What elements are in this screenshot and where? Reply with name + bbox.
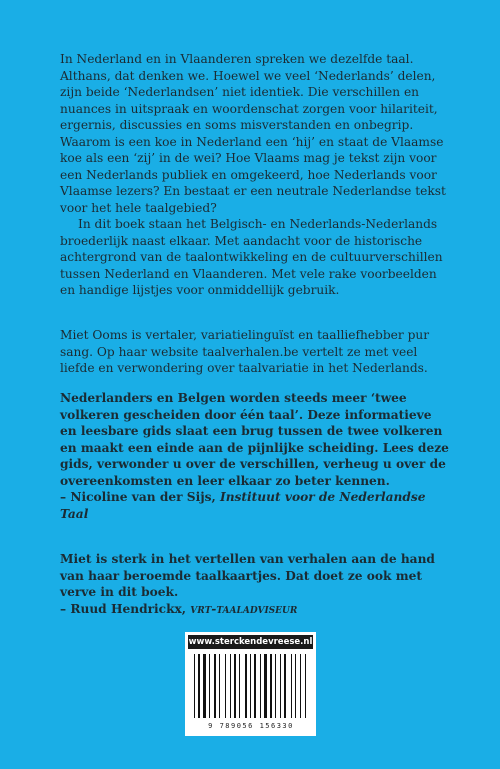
endorsement-1-affiliation: Instituut voor de Nederlandse Taal (60, 490, 426, 521)
endorsement-1-attribution (60, 489, 452, 522)
blurb-text (60, 51, 452, 299)
isbn-digits: 9 789056 156330 (208, 722, 294, 730)
endorsement-1-author: – Nicoline van der Sijs, (60, 490, 220, 504)
intro-paragraph-2: In dit boek staan het Belgisch- en Nederlands-Nederlands broederlijk naast elkaar. Met aandacht voor de historische achtergrond van de taalontwikkeling en de cultuurverschillen tussen Nederland en Vlaanderen. Met vele rake voorbeelden en handige lijstjes voor onmiddellijk gebruik. (60, 217, 443, 297)
endorsement-2-attribution (60, 601, 452, 618)
endorsement-2-affiliation: vrt-taaladviseur (190, 601, 298, 616)
author-bio (60, 327, 452, 377)
publisher-url: www.sterckendevreese.nl (188, 637, 313, 647)
intro-paragraph-1: In Nederland en in Vlaanderen spreken we dezelfde taal. Althans, dat denken we. Hoewel we veel ‘Nederlands’ delen, zijn beide ‘Nederlandsen’ niet identiek. Die verschillen en nuances in uitspraak en woordenschat zorgen voor hilariteit, ergernis, discussies en soms misverstanden en onbegrip. Waarom is een koe in Nederland een ‘hij’ en staat de Vlaamse koe als een ‘zij’ in de wei? Hoe Vlaams mag je tekst zijn voor een Nederlands publiek en omgekeerd, hoe Nederlands voor Vlaamse lezers? En bestaat er een neutrale Nederlandse tekst voor het hele taalgebied? (60, 52, 446, 215)
barcode-icon (194, 654, 307, 720)
author-bio-text: Miet Ooms is vertaler, variatielinguïst en taalliefhebber pur sang. Op haar website taalverhalen.be vertelt ze met veel liefde en verwondering over taalvariatie in het Nederlands. (60, 328, 430, 375)
endorsement-2 (60, 551, 452, 617)
endorsement-1-text: Nederlanders en Belgen worden steeds meer ‘twee volkeren gescheiden door één taal’. Deze informatieve en leesbare gids slaat een brug tussen de twee volkeren en maakt een einde aan de pijnlijke scheiding. Lees deze gids, verwonder u over de verschillen, verheug u over de overeenkomsten en leer elkaar zo beter kennen. (60, 391, 449, 488)
endorsement-2-author: – Ruud Hendrickx, (60, 601, 191, 616)
endorsement-2-text: Miet is sterk in het vertellen van verhalen aan de hand van haar beroemde taalkaartjes. Dat doet ze ook met verve in dit boek. (60, 552, 435, 599)
endorsement-1 (60, 390, 452, 522)
